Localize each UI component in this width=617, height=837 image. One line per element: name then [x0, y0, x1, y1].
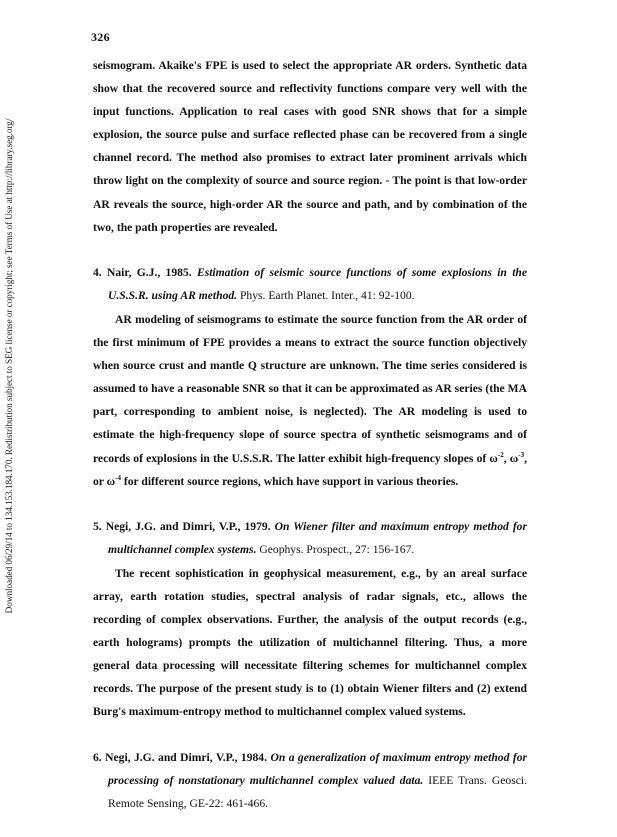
reference-header — [93, 515, 527, 561]
download-notice-sidebar — [3, 118, 17, 614]
reference-citation: IEEE Trans. Geosci. Remote Sensing, GE-22: 461-466. — [108, 773, 527, 810]
omega-term: $\omega^{-2}$ — [489, 450, 504, 465]
reference-authors: 5. Negi, J.G. and Dimri, V.P., 1979. — [93, 519, 271, 533]
reference-entry — [93, 515, 527, 724]
continued-abstract: seismogram. Akaike's FPE is used to select the appropriate AR orders. Synthetic data show that the recovered source and reflectivity functions compare very well with the input functions. Application to real cases with good SNR shows that for a simple explosion, the source pulse and surface reflected phase can be recovered from a single channel record. The method also promises to extract later prominent arrivals which throw light on the complexity of source and source region. - The point is that low-order AR reveals the source, high-order AR the source and path, and by combination of the two, the path properties are revealed. — [93, 59, 527, 234]
reference-header — [93, 261, 527, 307]
page-number: 326 — [91, 30, 110, 44]
reference-entry — [93, 746, 527, 815]
abstract-text: AR modeling of seismograms to estimate the source function from the AR order of the first minimum of FPE provides a means to extract the source function objectively when source crust and mantle Q structure are unknown. The time series considered is assumed to have a reasonable SNR so that it can be approximated as AR series (the MA part, corresponding to ambient noise, is neglected). The AR modeling is used to estimate the high-frequency slope of source spectra of synthetic seismograms and of records of explosions in the U.S.S.R. The latter exhibit high-frequency slopes of — [93, 312, 527, 465]
page-body — [93, 54, 527, 837]
reference-citation: Phys. Earth Planet. Inter., 41: 92-100. — [239, 288, 415, 302]
reference-authors: 6. Negi, J.G. and Dimri, V.P., 1984. — [93, 750, 268, 764]
reference-title: Estimation of seismic source functions of some explosions in the U.S.S.R. using AR method. — [108, 265, 528, 302]
abstract-tail: for different source regions, which have support in various theories. — [123, 474, 459, 488]
reference-title: On a generalization of maximum entropy method for processing of nonstationary multichannel complex valued data. — [108, 750, 528, 787]
omega-term: $\omega^{-4}$ — [106, 473, 121, 488]
reference-entry — [93, 261, 527, 493]
reference-abstract: The recent sophistication in geophysical measurement, e.g., by an areal surface array, earth rotation studies, spectral analysis of radar signals, etc., allows the recording of complex observations. Further, the analysis of the output records (e.g., earth holograms) prompts the utilization of multichannel filtering. Thus, a more general data processing will necessitate filtering schemes for multichannel complex records. The purpose of the present study is to (1) obtain Wiener filters and (2) extend Burg's maximum-entropy method to multichannel complex valued systems. — [93, 566, 527, 719]
reference-authors: 4. Nair, G.J., 1985. — [93, 265, 192, 279]
reference-header — [93, 746, 527, 815]
reference-title: On Wiener filter and maximum entropy method for multichannel complex systems. — [108, 519, 527, 556]
reference-abstract: AR modeling of seismograms to estimate the source function from the AR order of the first minimum of FPE provides a means to extract the source function objectively when source crust and mantle Q structure are unknown. The time series considered is assumed to have a reasonable SNR so that it can be approximated as AR series (the MA part, corresponding to ambient noise, is neglected). The AR modeling is used to estimate the high-frequency slope of source spectra of synthetic seismograms and of records of explosions in the U.S.S.R. The latter exhibit high-frequency slopes of $\omega^{-2}$, $\omega^{-3}$, or $\omega^{-4}$ for different source regions, which have support in various theories. — [93, 312, 528, 488]
download-notice-text: Downloaded 06/29/14 to 134.153.184.170. Redistribution subject to SEG license or copyright; see Terms of Use at http://library.seg.org/ — [5, 118, 15, 614]
reference-citation: Geophys. Prospect., 27: 156-167. — [259, 542, 415, 556]
omega-term: $\omega^{-3}$ — [509, 450, 525, 465]
